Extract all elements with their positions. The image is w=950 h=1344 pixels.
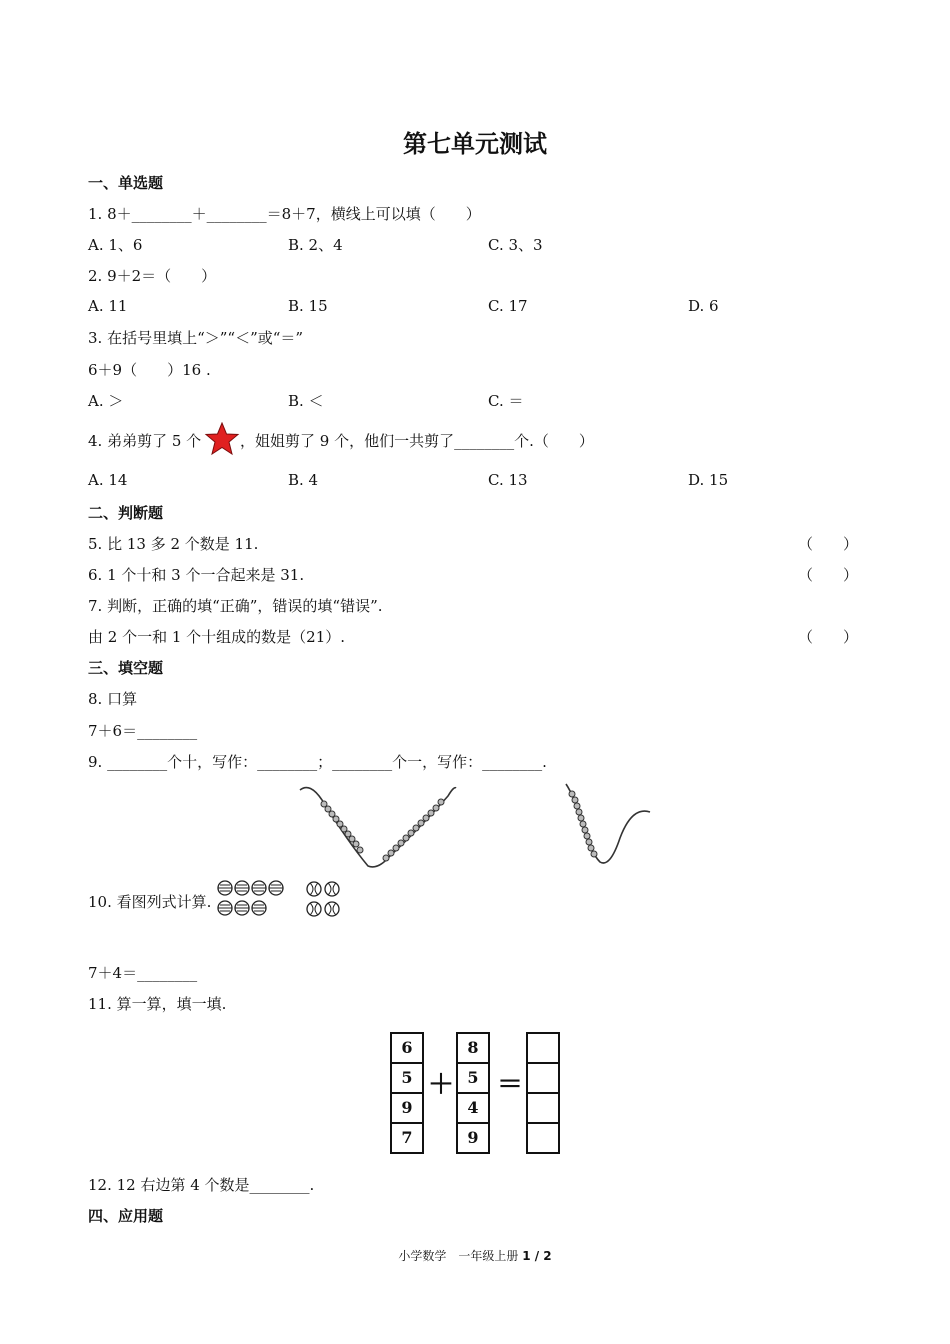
- question-5: 5. 比 13 多 2 个数是 11.: [88, 535, 259, 553]
- q3-option-c: C. ＝: [488, 392, 524, 410]
- question-2: 2. 9＋2＝（ ）: [88, 267, 217, 285]
- answer-cell[interactable]: [528, 1064, 558, 1094]
- q4-option-b: B. 4: [288, 471, 319, 489]
- q1-option-b: B. 2、4: [288, 236, 343, 254]
- addend-column-1: [390, 1032, 424, 1154]
- addend-2-cell: 5: [458, 1064, 488, 1094]
- question-1: 1. 8＋________＋________＝8＋7，横线上可以填（ ）: [88, 205, 481, 223]
- q4-option-d: D. 15: [688, 471, 729, 489]
- q7-answer-paren[interactable]: （ ）: [798, 628, 859, 646]
- question-3-expression: 6＋9（ ）16 .: [88, 361, 211, 379]
- question-8: 8. 口算: [88, 690, 138, 708]
- answer-cell[interactable]: [528, 1094, 558, 1124]
- question-9: 9. ________个十，写作：________；________个一，写作：________.: [88, 753, 547, 771]
- footer-text: 小学数学 一年级上册: [398, 1249, 519, 1263]
- addend-1-cell: 7: [401, 1128, 413, 1147]
- q3-option-b: B. ＜: [288, 392, 324, 410]
- addend-1-cell: 6: [392, 1034, 422, 1064]
- bead-string-image: [298, 782, 658, 872]
- page-title: 第七单元测试: [403, 130, 547, 158]
- question-8-expression: 7＋6＝________: [88, 722, 198, 740]
- answer-column: [526, 1032, 560, 1154]
- q6-answer-paren[interactable]: （ ）: [798, 566, 859, 584]
- q2-option-d: D. 6: [688, 297, 719, 315]
- question-4-part1: 4. 弟弟剪了 5 个: [88, 432, 202, 450]
- equals-sign: ＝: [497, 1070, 524, 1100]
- q1-option-c: C. 3、3: [488, 236, 543, 254]
- question-7-statement: 由 2 个一和 1 个十组成的数是（21）.: [88, 628, 346, 646]
- star-icon: [204, 422, 240, 456]
- q2-option-b: B. 15: [288, 297, 328, 315]
- q3-option-a: A. ＞: [88, 392, 124, 410]
- q5-answer-paren[interactable]: （ ）: [798, 535, 859, 553]
- question-12: 12. 12 右边第 4 个数是________.: [88, 1176, 315, 1194]
- question-10-expression: 7＋4＝________: [88, 964, 198, 982]
- question-11: 11. 算一算，填一填.: [88, 995, 227, 1013]
- addend-2-cell: 8: [458, 1034, 488, 1064]
- answer-cell[interactable]: [528, 1124, 558, 1152]
- addend-1-cell: 5: [392, 1064, 422, 1094]
- section-heading-application: 四、应用题: [88, 1207, 164, 1225]
- answer-cell[interactable]: [528, 1034, 558, 1064]
- question-10: 10. 看图列式计算.: [88, 893, 212, 911]
- addend-1-cell: 9: [392, 1094, 422, 1124]
- question-4-part2: ，姐姐剪了 9 个，他们一共剪了________个.（ ）: [240, 432, 594, 450]
- addend-2-cell: 9: [467, 1128, 479, 1147]
- section-heading-fill-blank: 三、填空题: [88, 659, 164, 677]
- addend-column-2: [456, 1032, 490, 1154]
- q2-option-a: A. 11: [88, 297, 128, 315]
- q4-option-a: A. 14: [88, 471, 128, 489]
- page-footer: [0, 1247, 950, 1264]
- balls-image: [216, 879, 346, 921]
- q1-option-a: A. 1、6: [88, 236, 143, 254]
- section-heading-single-choice: 一、单选题: [88, 174, 164, 192]
- addend-2-cell: 4: [458, 1094, 488, 1124]
- q2-option-c: C. 17: [488, 297, 528, 315]
- q4-option-c: C. 13: [488, 471, 528, 489]
- question-3: 3. 在括号里填上“＞”“＜”或“＝”: [88, 329, 304, 347]
- plus-sign: ＋: [428, 1070, 455, 1100]
- question-7: 7. 判断，正确的填“正确”，错误的填“错误”.: [88, 597, 383, 615]
- page-number: 1 / 2: [522, 1249, 552, 1263]
- question-6: 6. 1 个十和 3 个一合起来是 31.: [88, 566, 305, 584]
- section-heading-true-false: 二、判断题: [88, 504, 164, 522]
